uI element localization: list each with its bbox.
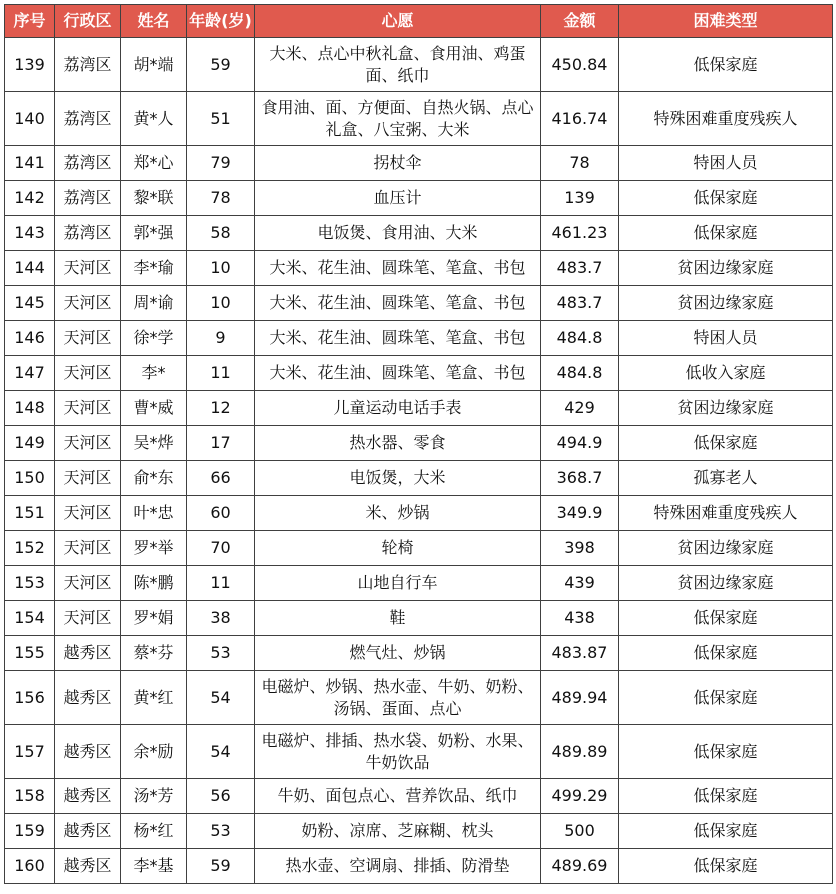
cell-district: 荔湾区 xyxy=(55,181,121,216)
table-row xyxy=(5,849,833,884)
cell-district: 越秀区 xyxy=(55,636,121,671)
cell-hardship-type: 低保家庭 xyxy=(619,814,833,849)
cell-district: 天河区 xyxy=(55,531,121,566)
table-row xyxy=(5,391,833,426)
cell-index: 145 xyxy=(5,286,55,321)
cell-hardship-type: 贫困边缘家庭 xyxy=(619,251,833,286)
cell-wish: 轮椅 xyxy=(255,531,541,566)
cell-wish: 电磁炉、排插、热水袋、奶粉、水果、牛奶饮品 xyxy=(255,725,541,779)
cell-index: 146 xyxy=(5,321,55,356)
cell-age: 59 xyxy=(187,38,255,92)
cell-age: 60 xyxy=(187,496,255,531)
cell-district: 荔湾区 xyxy=(55,146,121,181)
cell-wish: 热水壶、空调扇、排插、防滑垫 xyxy=(255,849,541,884)
cell-wish: 燃气灶、炒锅 xyxy=(255,636,541,671)
cell-age: 66 xyxy=(187,461,255,496)
cell-hardship-type: 低保家庭 xyxy=(619,38,833,92)
cell-name: 俞*东 xyxy=(121,461,187,496)
cell-name: 李*基 xyxy=(121,849,187,884)
cell-index: 141 xyxy=(5,146,55,181)
table-row xyxy=(5,286,833,321)
cell-hardship-type: 特殊困难重度残疾人 xyxy=(619,92,833,146)
cell-amount: 78 xyxy=(541,146,619,181)
cell-wish: 儿童运动电话手表 xyxy=(255,391,541,426)
cell-district: 天河区 xyxy=(55,566,121,601)
cell-wish: 热水器、零食 xyxy=(255,426,541,461)
cell-age: 53 xyxy=(187,814,255,849)
cell-index: 153 xyxy=(5,566,55,601)
cell-amount: 499.29 xyxy=(541,779,619,814)
cell-district: 荔湾区 xyxy=(55,38,121,92)
cell-index: 160 xyxy=(5,849,55,884)
cell-hardship-type: 低保家庭 xyxy=(619,216,833,251)
table-row xyxy=(5,321,833,356)
table-row xyxy=(5,601,833,636)
table-row xyxy=(5,725,833,779)
cell-wish: 电饭煲，大米 xyxy=(255,461,541,496)
wish-list-sheet xyxy=(4,4,833,884)
cell-district: 天河区 xyxy=(55,496,121,531)
cell-age: 17 xyxy=(187,426,255,461)
cell-index: 159 xyxy=(5,814,55,849)
col-header-district: 行政区 xyxy=(55,5,121,38)
cell-index: 144 xyxy=(5,251,55,286)
cell-name: 罗*娟 xyxy=(121,601,187,636)
cell-age: 70 xyxy=(187,531,255,566)
cell-hardship-type: 低保家庭 xyxy=(619,671,833,725)
cell-name: 曹*威 xyxy=(121,391,187,426)
cell-amount: 349.9 xyxy=(541,496,619,531)
cell-name: 余*励 xyxy=(121,725,187,779)
cell-age: 9 xyxy=(187,321,255,356)
cell-district: 天河区 xyxy=(55,356,121,391)
cell-name: 黄*红 xyxy=(121,671,187,725)
cell-hardship-type: 低保家庭 xyxy=(619,636,833,671)
cell-age: 12 xyxy=(187,391,255,426)
cell-wish: 大米、花生油、圆珠笔、笔盒、书包 xyxy=(255,321,541,356)
cell-wish: 食用油、面、方便面、自热火锅、点心礼盒、八宝粥、大米 xyxy=(255,92,541,146)
cell-age: 54 xyxy=(187,725,255,779)
cell-amount: 483.7 xyxy=(541,251,619,286)
col-header-name: 姓名 xyxy=(121,5,187,38)
table-row xyxy=(5,779,833,814)
table-row xyxy=(5,566,833,601)
cell-district: 越秀区 xyxy=(55,671,121,725)
cell-wish: 山地自行车 xyxy=(255,566,541,601)
cell-age: 78 xyxy=(187,181,255,216)
table-row xyxy=(5,636,833,671)
cell-district: 荔湾区 xyxy=(55,216,121,251)
cell-hardship-type: 低保家庭 xyxy=(619,779,833,814)
cell-amount: 500 xyxy=(541,814,619,849)
cell-hardship-type: 贫困边缘家庭 xyxy=(619,566,833,601)
cell-wish: 电磁炉、炒锅、热水壶、牛奶、奶粉、汤锅、蛋面、点心 xyxy=(255,671,541,725)
cell-amount: 489.69 xyxy=(541,849,619,884)
cell-name: 胡*端 xyxy=(121,38,187,92)
cell-age: 11 xyxy=(187,356,255,391)
table-row xyxy=(5,356,833,391)
cell-amount: 489.89 xyxy=(541,725,619,779)
cell-index: 158 xyxy=(5,779,55,814)
cell-wish: 奶粉、凉席、芝麻糊、枕头 xyxy=(255,814,541,849)
col-header-index: 序号 xyxy=(5,5,55,38)
cell-hardship-type: 低保家庭 xyxy=(619,426,833,461)
cell-index: 147 xyxy=(5,356,55,391)
cell-hardship-type: 特困人员 xyxy=(619,146,833,181)
cell-wish: 拐杖伞 xyxy=(255,146,541,181)
cell-name: 陈*鹏 xyxy=(121,566,187,601)
cell-index: 152 xyxy=(5,531,55,566)
cell-wish: 血压计 xyxy=(255,181,541,216)
table-row xyxy=(5,426,833,461)
cell-index: 149 xyxy=(5,426,55,461)
cell-district: 越秀区 xyxy=(55,849,121,884)
cell-age: 10 xyxy=(187,286,255,321)
cell-index: 150 xyxy=(5,461,55,496)
table-row xyxy=(5,146,833,181)
cell-wish: 鞋 xyxy=(255,601,541,636)
cell-age: 53 xyxy=(187,636,255,671)
cell-index: 151 xyxy=(5,496,55,531)
cell-amount: 450.84 xyxy=(541,38,619,92)
cell-district: 天河区 xyxy=(55,461,121,496)
cell-amount: 139 xyxy=(541,181,619,216)
cell-district: 天河区 xyxy=(55,391,121,426)
cell-name: 汤*芳 xyxy=(121,779,187,814)
cell-age: 58 xyxy=(187,216,255,251)
cell-name: 黄*人 xyxy=(121,92,187,146)
cell-age: 79 xyxy=(187,146,255,181)
cell-name: 黎*联 xyxy=(121,181,187,216)
cell-hardship-type: 低保家庭 xyxy=(619,725,833,779)
cell-name: 叶*忠 xyxy=(121,496,187,531)
cell-name: 李*瑜 xyxy=(121,251,187,286)
cell-district: 天河区 xyxy=(55,286,121,321)
cell-wish: 电饭煲、食用油、大米 xyxy=(255,216,541,251)
table-row xyxy=(5,251,833,286)
cell-district: 越秀区 xyxy=(55,814,121,849)
cell-age: 56 xyxy=(187,779,255,814)
cell-name: 罗*举 xyxy=(121,531,187,566)
table-header-row xyxy=(5,5,833,38)
cell-wish: 米、炒锅 xyxy=(255,496,541,531)
cell-hardship-type: 特困人员 xyxy=(619,321,833,356)
cell-name: 郭*强 xyxy=(121,216,187,251)
cell-district: 天河区 xyxy=(55,251,121,286)
cell-hardship-type: 贫困边缘家庭 xyxy=(619,391,833,426)
table-row xyxy=(5,531,833,566)
col-header-amount: 金额 xyxy=(541,5,619,38)
cell-hardship-type: 孤寡老人 xyxy=(619,461,833,496)
cell-index: 156 xyxy=(5,671,55,725)
table-row xyxy=(5,92,833,146)
cell-index: 154 xyxy=(5,601,55,636)
cell-amount: 429 xyxy=(541,391,619,426)
table-row xyxy=(5,671,833,725)
cell-district: 天河区 xyxy=(55,426,121,461)
cell-hardship-type: 低保家庭 xyxy=(619,849,833,884)
cell-wish: 大米、花生油、圆珠笔、笔盒、书包 xyxy=(255,251,541,286)
cell-hardship-type: 特殊困难重度残疾人 xyxy=(619,496,833,531)
cell-district: 天河区 xyxy=(55,601,121,636)
table-row xyxy=(5,496,833,531)
cell-age: 51 xyxy=(187,92,255,146)
cell-amount: 438 xyxy=(541,601,619,636)
cell-amount: 483.7 xyxy=(541,286,619,321)
cell-wish: 大米、点心中秋礼盒、食用油、鸡蛋面、纸巾 xyxy=(255,38,541,92)
cell-index: 155 xyxy=(5,636,55,671)
cell-index: 140 xyxy=(5,92,55,146)
table-row xyxy=(5,461,833,496)
cell-amount: 484.8 xyxy=(541,321,619,356)
cell-age: 38 xyxy=(187,601,255,636)
cell-name: 郑*心 xyxy=(121,146,187,181)
cell-hardship-type: 低收入家庭 xyxy=(619,356,833,391)
cell-age: 59 xyxy=(187,849,255,884)
wish-table xyxy=(4,4,833,884)
cell-wish: 大米、花生油、圆珠笔、笔盒、书包 xyxy=(255,286,541,321)
table-row xyxy=(5,181,833,216)
table-row xyxy=(5,814,833,849)
cell-wish: 大米、花生油、圆珠笔、笔盒、书包 xyxy=(255,356,541,391)
cell-district: 荔湾区 xyxy=(55,92,121,146)
cell-age: 54 xyxy=(187,671,255,725)
cell-district: 天河区 xyxy=(55,321,121,356)
cell-name: 杨*红 xyxy=(121,814,187,849)
cell-index: 157 xyxy=(5,725,55,779)
table-row xyxy=(5,38,833,92)
cell-amount: 484.8 xyxy=(541,356,619,391)
cell-age: 10 xyxy=(187,251,255,286)
cell-name: 徐*学 xyxy=(121,321,187,356)
cell-amount: 489.94 xyxy=(541,671,619,725)
cell-index: 148 xyxy=(5,391,55,426)
cell-age: 11 xyxy=(187,566,255,601)
cell-wish: 牛奶、面包点心、营养饮品、纸巾 xyxy=(255,779,541,814)
cell-amount: 416.74 xyxy=(541,92,619,146)
cell-hardship-type: 贫困边缘家庭 xyxy=(619,531,833,566)
cell-index: 143 xyxy=(5,216,55,251)
cell-name: 周*谕 xyxy=(121,286,187,321)
cell-amount: 494.9 xyxy=(541,426,619,461)
cell-amount: 483.87 xyxy=(541,636,619,671)
cell-hardship-type: 低保家庭 xyxy=(619,601,833,636)
col-header-hardship-type: 困难类型 xyxy=(619,5,833,38)
cell-amount: 398 xyxy=(541,531,619,566)
cell-district: 越秀区 xyxy=(55,725,121,779)
cell-index: 139 xyxy=(5,38,55,92)
table-body xyxy=(5,38,833,884)
cell-hardship-type: 贫困边缘家庭 xyxy=(619,286,833,321)
cell-index: 142 xyxy=(5,181,55,216)
cell-amount: 368.7 xyxy=(541,461,619,496)
cell-name: 李* xyxy=(121,356,187,391)
cell-amount: 461.23 xyxy=(541,216,619,251)
cell-name: 吴*烨 xyxy=(121,426,187,461)
cell-name: 蔡*芬 xyxy=(121,636,187,671)
table-row xyxy=(5,216,833,251)
cell-amount: 439 xyxy=(541,566,619,601)
col-header-wish: 心愿 xyxy=(255,5,541,38)
cell-district: 越秀区 xyxy=(55,779,121,814)
col-header-age: 年龄(岁) xyxy=(187,5,255,38)
cell-hardship-type: 低保家庭 xyxy=(619,181,833,216)
